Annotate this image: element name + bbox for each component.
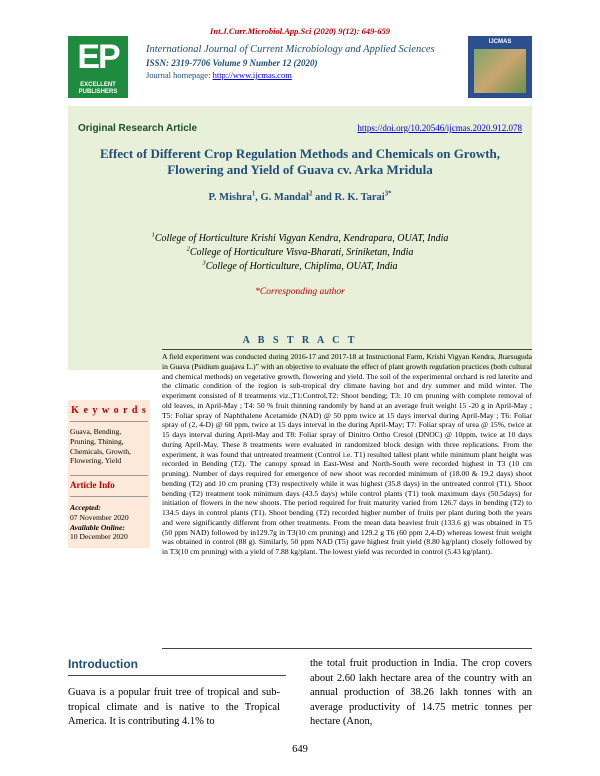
accepted-date: 07 November 2020	[70, 512, 129, 522]
article-dates	[70, 503, 150, 542]
journal-cover-image	[468, 36, 532, 98]
dates-divider	[70, 496, 148, 497]
cover-photo	[474, 49, 526, 93]
cover-text: IJCMAS	[488, 39, 512, 45]
page-number: 649	[292, 744, 308, 755]
author-affil-mark: 2	[308, 190, 313, 198]
title-line-2: Flowering and Yield of Guava cv. Arka Mridula	[167, 162, 433, 177]
intro-right-column: the total fruit production in India. The crop covers about 2.60 lakh hectare area of the country with an annual production of 38.26 lakh tonnes with an average productivity of 14.75 metric tonnes per hectare (Anon,	[310, 658, 532, 727]
abstract-text: A field experiment was conducted during 2016-17 and 2017-18 at Instructional Farm, Krishi Vigyan Kendra, Jharsuguda in Guava (Psidium guajava L.)” with an objective to evaluate the effect of plant growth regulation practices (both cultural and chemical methods) on vegetative growth, flowering and yield. The soil of the experimental orchard is red laterite and the climatic condition of the region is sub-tropical dry climate having hot and dry summer and mild winter. The experiment consisted of 8 treatments viz.,T1:Control,T2: Shoot bending; T3: 10 cm pruning with complete removal of old leaves, in April-May ; T4: 50 % fruit thinning randomly by hand at an average fruit weight 15 -20 g in April-May ; T5: Foliar spray of Naphthalene Acetamide (NAD) @ 50 ppm twice at 15 days interval during April-May ; T6: Foliar spray of (2, 4-D) @ 60 ppm, twice at 15 days interval in the during April-May; T7: Foliar spray of urea @ 15%, twice at 15 days interval during April-May and T8: Foliar spray of Dinitro Ortho Cresol (DNOC) @ 10ppm, twice at 10 days during April-May. These 8 treatments were evaluated in randomized block design with three replications. From the experiment, it was found that untreated treatment (Control i.e. T1) resulted tallest plant while minimum plant height was recorded in Bending (T2). The canopy spread in East-West and North-South were recorded highest in T3 (10 cm pruning). Number of days required for emergence of new shoot was recorded minimum of (18.00 & 19.2 days) shoot bending (T2) and 10 cm pruning (T3) respectively while it was highest (35.8 days) in the untreated control (T1). Shoot bending (T2) treatment took minimum days (43.5 days) while control plants (T1) took maximum days (50.5days) for initiation of flowers in the new shoots. The period required for fruit maturity varied from 126.7 days in bending (T2) to 134.5 days in control plants (T1). Shoot bending (T2) recorded higher number of fruits per plant during both the years and were significantly different from other treatments. From the mean data heaviest fruit (133.6 g) was obtained in T5 (50 ppm NAD) followed by in129.7g in T3(10 cm pruning) and 129.2 g T6 (60 ppm 2,4-D) whereas lowest fruit weight was obtained in control (88 g). Similarly, 50 ppm NAD (T5) gave highest fruit yield (8.80 kg/plant) closely followed by in T3(10 cm pruning) with a yield of 7.88 kg/plant. The lowest yield was recorded in control (5.43 kg/plant).	[162, 352, 532, 556]
homepage-label: Journal homepage:	[146, 70, 213, 80]
doi-link[interactable]: https://doi.org/10.20546/ijcmas.2020.912.078	[357, 123, 522, 133]
corresponding-author: *Corresponding author	[255, 287, 345, 297]
online-label: Available Online:	[70, 522, 125, 532]
keywords-list: Guava, Bending, Pruning, Thining, Chemicals, Growth, Flowering, Yield	[70, 427, 131, 466]
issn-line: ISSN: 2319-7706 Volume 9 Number 12 (2020)	[146, 58, 318, 68]
author-affil-mark: 3*	[384, 190, 392, 198]
affiliation-1: $^1$College of Horticulture Krishi Vigyan Kendra, Kendrapara, OUAT, India	[151, 231, 449, 244]
author-affil-mark: 1	[251, 190, 256, 198]
logo-letters: EP	[77, 38, 119, 76]
article-info-divider	[70, 475, 148, 476]
article-type: Original Research Article	[78, 123, 198, 134]
author-name: G. Mandal	[260, 192, 309, 203]
journal-reference: Int.J.Curr.Microbiol.App.Sci (2020) 9(12): 649-659	[210, 26, 390, 36]
accepted-label: Accepted:	[70, 503, 101, 512]
abstract-heading: A B S T R A C T	[242, 335, 358, 346]
article-info-heading: Article Info	[70, 480, 115, 490]
introduction-heading: Introduction	[68, 657, 138, 671]
journal-title: International Journal of Current Microbiology and Applied Sciences	[146, 44, 435, 55]
homepage-line	[146, 70, 292, 80]
intro-left-column: Guava is a popular fruit tree of tropical and sub-tropical climate and is native to the Tropical America. It is contributing 4.1% to	[68, 687, 280, 727]
keywords-heading: K e y w o r d s	[71, 405, 147, 416]
keywords-divider	[70, 421, 148, 422]
abstract-divider	[162, 349, 532, 350]
homepage-link[interactable]: http://www.ijcmas.com	[212, 70, 292, 80]
author-name: R. K. Tarai	[334, 192, 385, 203]
article-title	[68, 146, 532, 178]
abstract-bottom-divider	[162, 648, 532, 649]
author-list: P. Mishra$^1$, G. Mandal$^2$ and R. K. Tarai$^{3*}$	[208, 190, 392, 203]
publisher-logo	[68, 36, 128, 98]
title-line-1: Effect of Different Crop Regulation Methods and Chemicals on Growth,	[99, 146, 501, 161]
online-date: 10 December 2020	[70, 532, 128, 542]
introduction-divider	[68, 675, 286, 676]
author-name: P. Mishra	[208, 192, 252, 203]
affiliation-2: $^2$College of Horticulture Visva-Bharati, Sriniketan, India	[186, 245, 414, 258]
affiliation-3: $^3$College of Horticulture, Chiplima, OUAT, India	[202, 259, 398, 272]
logo-text: EXCELLENT PUBLISHERS	[78, 82, 118, 95]
